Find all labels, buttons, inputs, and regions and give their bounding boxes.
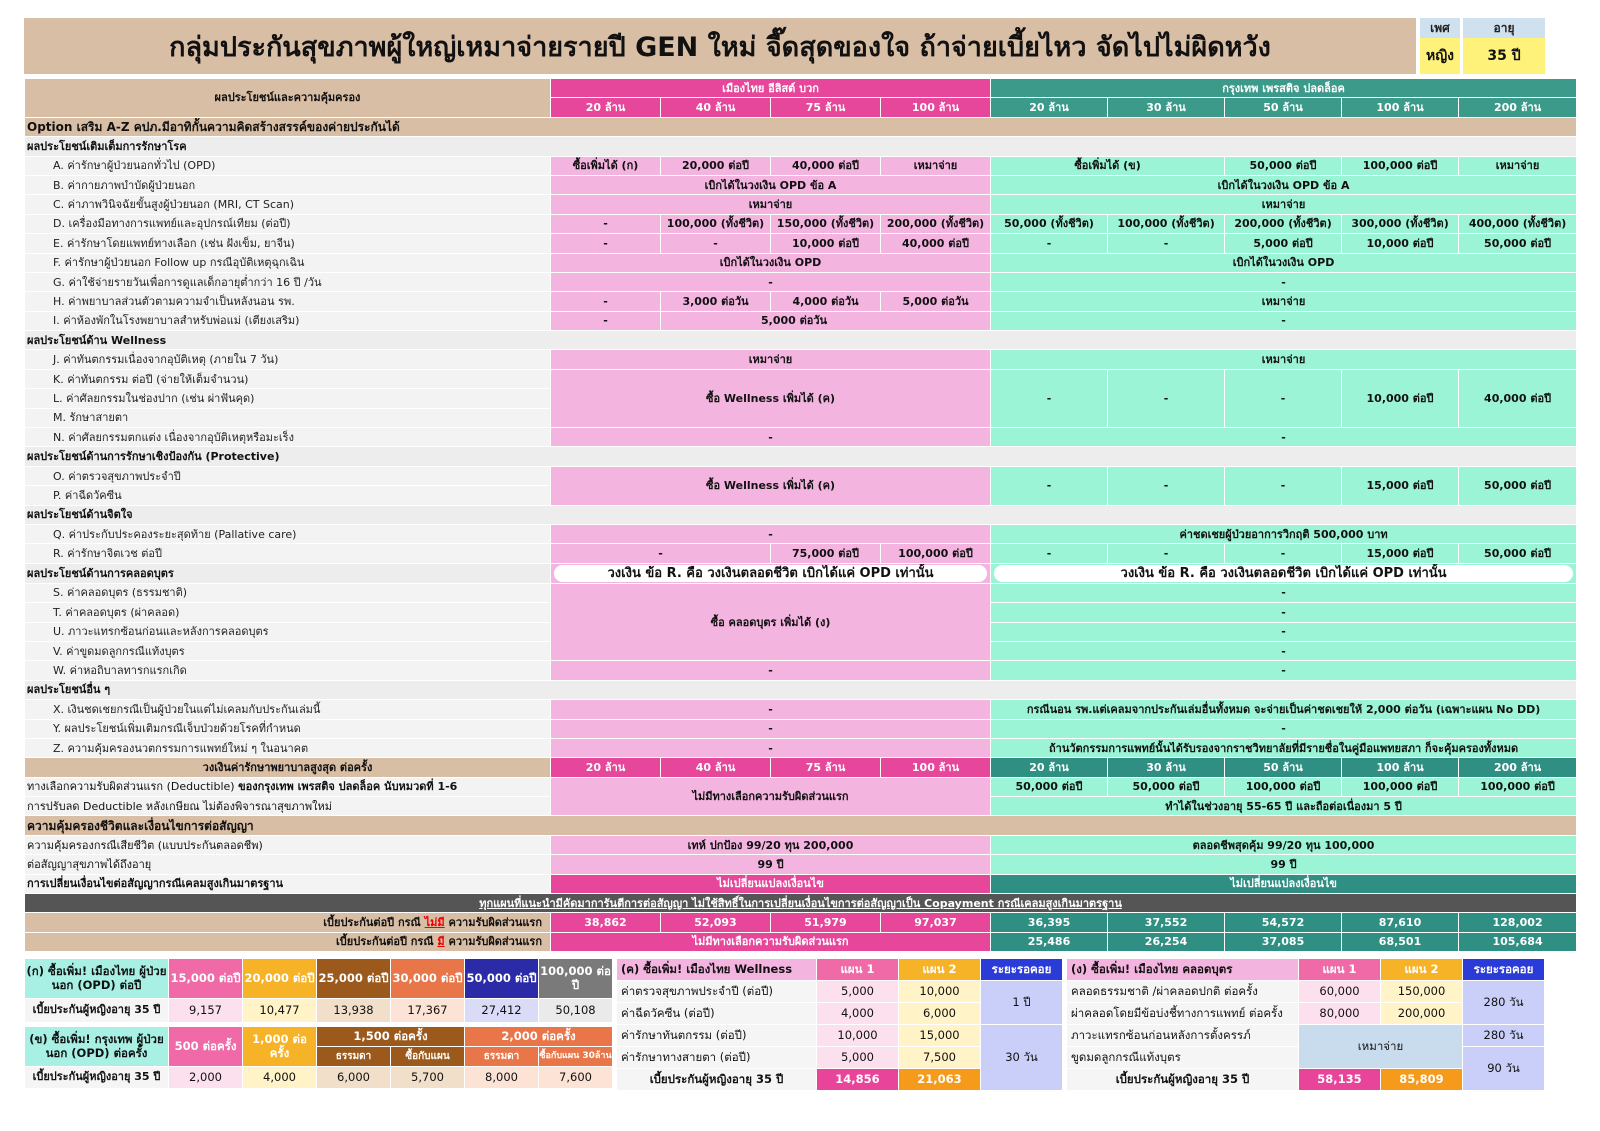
row-label: B. ค่ากายภาพบำบัดผู้ป่วยนอก <box>25 175 551 194</box>
cell: ทำได้ในช่วงอายุ 55-65 ปี และถือต่อเนื่องมา 5 ปี <box>991 797 1577 816</box>
premium-cell: 105,684 <box>1459 932 1577 951</box>
cell: 100,000 (ทั้งชีวิต) <box>1108 214 1225 233</box>
cell: 20,000 ต่อปี <box>661 156 771 175</box>
cell: - <box>551 428 991 447</box>
premium-cell: 128,002 <box>1459 913 1577 932</box>
bkk-opd-plan: 1,500 ต่อครั้ง <box>317 1027 465 1047</box>
limit-cell: 30 ล้าน <box>1108 758 1225 777</box>
cell: - <box>551 234 661 253</box>
cell: เทห์ ปกป้อง 99/20 ทุน 200,000 <box>551 835 991 854</box>
wellness-wait-header: ระยะรอคอย <box>981 959 1063 981</box>
box-k-title: (ก) ซื้อเพิ่ม! เมืองไทย ผู้ป่วยนอก (OPD) ต่อปี <box>25 959 169 999</box>
row-label: R. ค่ารักษาจิตเวช ต่อปี <box>25 544 551 563</box>
limit-cell: 50 ล้าน <box>1225 758 1342 777</box>
cell: 200,000 (ทั้งชีวิต) <box>1225 214 1342 233</box>
wellness-p2: 7,500 <box>899 1047 981 1069</box>
cell: - <box>991 234 1108 253</box>
maternity-p2: 150,000 <box>1381 981 1463 1003</box>
bkk-opd-prem: 7,600 <box>539 1067 613 1089</box>
opd-plan: 20,000 ต่อปี <box>243 959 317 999</box>
sex-label: เพศ <box>1420 18 1460 38</box>
plan-header: 200 ล้าน <box>1459 98 1577 117</box>
cell: เบิกได้ในวงเงิน OPD <box>551 253 991 272</box>
wellness-plan1: แผน 1 <box>817 959 899 981</box>
cell: 300,000 (ทั้งชีวิต) <box>1342 214 1459 233</box>
opd-plan: 100,000 ต่อปี <box>539 959 613 999</box>
cell: เหมาจ่าย <box>881 156 991 175</box>
cell: ไม่เปลี่ยนแปลงเงื่อนไข <box>551 874 991 893</box>
maternity-wait: 280 วัน <box>1463 981 1545 1025</box>
cell: 40,000 ต่อปี <box>1459 369 1577 427</box>
cell: 5,000 ต่อปี <box>1225 234 1342 253</box>
row-label: O. ค่าตรวจสุขภาพประจำปี <box>25 466 551 485</box>
cell: - <box>991 583 1577 602</box>
row-label: K. ค่าทันตกรรม ต่อปี (จ่ายให้เต็มจำนวน) <box>25 369 551 388</box>
row-label: J. ค่าทันตกรรมเนื่องจากอุบัติเหตุ (ภายใน 7 วัน) <box>25 350 551 369</box>
cell: 100,000 ต่อปี <box>1342 156 1459 175</box>
addon-box-opd <box>24 958 613 1089</box>
maternity-prem-label: เบี้ยประกันผู้หญิงอายุ 35 ปี <box>1067 1069 1299 1091</box>
cell: 10,000 ต่อปี <box>1342 234 1459 253</box>
cell: เบิกได้ในวงเงิน OPD ข้อ A <box>551 175 991 194</box>
cell: - <box>1108 369 1225 427</box>
cell: 40,000 ต่อปี <box>881 234 991 253</box>
note-cell-b <box>991 563 1577 583</box>
cell: เหมาจ่าย <box>991 195 1577 214</box>
cell: 50,000 ต่อปี <box>1225 156 1342 175</box>
sex-box <box>1420 18 1460 74</box>
maternity-p1: 80,000 <box>1299 1003 1381 1025</box>
deductible-row2-label: การปรับลด Deductible หลังเกษียณ ไม่ต้องพิจารณาสุขภาพใหม่ <box>25 797 551 816</box>
wellness-p2: 6,000 <box>899 1003 981 1025</box>
limit-label: วงเงินค่ารักษาพยาบาลสูงสุด ต่อครั้ง <box>25 758 551 777</box>
section-other: ผลประโยชน์อื่น ๆ <box>25 680 1577 699</box>
group-a-header: เมืองไทย อีลิสต์ บวก <box>551 79 991 98</box>
section-wellness: ผลประโยชน์ด้าน Wellness <box>25 331 1577 350</box>
cell: เบิกได้ในวงเงิน OPD ข้อ A <box>991 175 1577 194</box>
maternity-p1: 60,000 <box>1299 981 1381 1003</box>
cell: - <box>551 738 991 757</box>
premium-cell: 54,572 <box>1225 913 1342 932</box>
opd-plan: 25,000 ต่อปี <box>317 959 391 999</box>
cell: 100,000 ต่อปี <box>1342 777 1459 796</box>
opd-prem: 13,938 <box>317 999 391 1023</box>
cell: เหมาจ่าย <box>991 292 1577 311</box>
row-label: ต่อสัญญาสุขภาพได้ถึงอายุ <box>25 855 551 874</box>
row-label: A. ค่ารักษาผู้ป่วยนอกทั่วไป (OPD) <box>25 156 551 175</box>
bkk-opd-prem: 4,000 <box>243 1067 317 1089</box>
premium-dd-label: เบี้ยประกันต่อปี กรณี มี ความรับผิดส่วนแรก <box>25 932 551 951</box>
wellness-wait: 1 ปี <box>981 981 1063 1025</box>
wellness-row-label: ค่าตรวจสุขภาพประจำปี (ต่อปี) <box>617 981 817 1003</box>
row-label: Z. ความคุ้มครองนวตกรรมการแพทย์ใหม่ ๆ ในอนาคต <box>25 738 551 757</box>
cell: เหมาจ่าย <box>551 195 991 214</box>
wellness-row-label: ค่าฉีดวัคซีน (ต่อปี) <box>617 1003 817 1025</box>
cell: - <box>1108 234 1225 253</box>
cell: ซื้อ คลอดบุตร เพิ่มได้ (ง) <box>551 583 991 661</box>
cell: 50,000 ต่อปี <box>1108 777 1225 796</box>
cell: - <box>991 369 1108 427</box>
wellness-p2: 10,000 <box>899 981 981 1003</box>
benefit-table <box>24 78 1577 952</box>
premium-cell: 68,501 <box>1342 932 1459 951</box>
cell: 50,000 ต่อปี <box>1459 544 1577 563</box>
cell: 5,000 ต่อวัน <box>661 311 991 330</box>
r-note-a: วงเงิน ข้อ R. คือ วงเงินตลอดชีวิต เบิกได้แค่ OPD เท่านั้น <box>554 565 987 582</box>
wellness-prem2: 21,063 <box>899 1069 981 1091</box>
row-label: M. รักษาสายตา <box>25 408 551 427</box>
cell: เหมาจ่าย <box>1459 156 1577 175</box>
row-label: V. ค่าขูดมดลูกกรณีแท้งบุตร <box>25 641 551 660</box>
row-label: X. เงินชดเชยกรณีเป็นผู้ป่วยในแต่ไม่เคลมกับประกันเล่มนี้ <box>25 700 551 719</box>
plan-header: 50 ล้าน <box>1225 98 1342 117</box>
page-title: กลุ่มประกันสุขภาพผู้ใหญ่เหมาจ่ายรายปี GEN ใหม่ จี๊ดสุดของใจ ถ้าจ่ายเบี้ยไหว จัดไปไม่ผิดหวัง <box>24 18 1416 74</box>
cell: 15,000 ต่อปี <box>1342 544 1459 563</box>
premium-cell: 37,552 <box>1108 913 1225 932</box>
cell: - <box>551 524 991 543</box>
premium-cell: 26,254 <box>1108 932 1225 951</box>
row-label: I. ค่าห้องพักในโรงพยาบาลสำหรับพ่อแม่ (เตียงเสริม) <box>25 311 551 330</box>
wellness-p2: 15,000 <box>899 1025 981 1047</box>
maternity-wait-header: ระยะรอคอย <box>1463 959 1545 981</box>
row-label: G. ค่าใช้จ่ายรายวันเพื่อการดูแลเด็กอายุต่ำกว่า 16 ปี /วัน <box>25 272 551 291</box>
cell: 10,000 ต่อปี <box>771 234 881 253</box>
cell: ตลอดชีพสุดคุ้ม 99/20 ทุน 100,000 <box>991 835 1577 854</box>
row-label: P. ค่าฉีดวัคซีน <box>25 486 551 505</box>
plan-header: 100 ล้าน <box>1342 98 1459 117</box>
cell: - <box>991 466 1108 505</box>
cell: 15,000 ต่อปี <box>1342 466 1459 505</box>
option-band: Option เสริม A-Z คปภ.มีอาทิกั้นความคิดสร้างสรรค์ของค่ายประกันได้ <box>25 117 1577 136</box>
cell: 40,000 ต่อปี <box>771 156 881 175</box>
cell: - <box>991 641 1577 660</box>
cell: 75,000 ต่อปี <box>771 544 881 563</box>
wellness-wait: 30 วัน <box>981 1025 1063 1091</box>
row-label: L. ค่าศัลยกรรมในช่องปาก (เช่น ผ่าฟันคุด) <box>25 389 551 408</box>
life-band: ความคุ้มครองชีวิตและเงื่อนไขการต่อสัญญา <box>25 816 1577 835</box>
maternity-wait: 280 วัน <box>1463 1025 1545 1047</box>
deductible-label: ทางเลือกความรับผิดส่วนแรก (Deductible) ของกรุงเทพ เพรสติจ ปลดล็อค นับหมวดที่ 1-6 <box>25 777 551 796</box>
bkk-opd-plan: 1,000 ต่อครั้ง <box>243 1027 317 1067</box>
cell: - <box>991 272 1577 291</box>
cell: - <box>1225 369 1342 427</box>
section-maternity: ผลประโยชน์ด้านการคลอดบุตร <box>25 563 551 583</box>
wellness-p1: 10,000 <box>817 1025 899 1047</box>
sex-value: หญิง <box>1420 38 1460 74</box>
box-kh-title: (ข) ซื้อเพิ่ม! กรุงเทพ ผู้ป่วยนอก (OPD) ต่อครั้ง <box>25 1027 169 1067</box>
cell: เหมาจ่าย <box>551 350 991 369</box>
section-opd: ผลประโยชน์เติมเต็มการรักษาโรค <box>25 137 1577 156</box>
cell: 99 ปี <box>991 855 1577 874</box>
cell: - <box>551 272 991 291</box>
maternity-wait: 90 วัน <box>1463 1047 1545 1091</box>
box-k-prem-label: เบี้ยประกันผู้หญิงอายุ 35 ปี <box>25 999 169 1023</box>
maternity-lump: เหมาจ่าย <box>1299 1025 1463 1069</box>
cell: 4,000 ต่อวัน <box>771 292 881 311</box>
row-label: E. ค่ารักษาโดยแพทย์ทางเลือก (เช่น ฝังเข็ม, ยาจีน) <box>25 234 551 253</box>
row-label: D. เครื่องมือทางการแพทย์และอุปกรณ์เทียม (ต่อปี) <box>25 214 551 233</box>
cell: - <box>991 544 1108 563</box>
box-ng-title: (ง) ซื้อเพิ่ม! เมืองไทย คลอดบุตร <box>1067 959 1299 981</box>
cell: 100,000 (ทั้งชีวิต) <box>661 214 771 233</box>
premium-cell: 25,486 <box>991 932 1108 951</box>
cell: 10,000 ต่อปี <box>1342 369 1459 427</box>
maternity-prem2: 85,809 <box>1381 1069 1463 1091</box>
section-mental: ผลประโยชน์ด้านจิตใจ <box>25 505 1577 524</box>
limit-cell: 20 ล้าน <box>991 758 1108 777</box>
age-value: 35 ปี <box>1463 38 1545 74</box>
guarantee-note: ทุกแผนที่แนะนำมีคัดมาการันตีการต่อสัญญา ไม่ใช้สิทธิ์ในการเปลี่ยนเงื่อนไขการต่อสัญญาเป็น Copayment กรณีเคลมสูงเกินมาตรฐาน <box>25 894 1577 913</box>
cell: - <box>991 603 1577 622</box>
row-label: การเปลี่ยนเงื่อนไขต่อสัญญากรณีเคลมสูงเกินมาตรฐาน <box>25 874 551 893</box>
bkk-opd-sub: ซื้อกับแผน <box>391 1047 465 1067</box>
row-label: S. ค่าคลอดบุตร (ธรรมชาติ) <box>25 583 551 602</box>
bkk-opd-plan: 2,000 ต่อครั้ง <box>465 1027 613 1047</box>
cell: - <box>551 214 661 233</box>
maternity-row-label: ภาวะแทรกซ้อนก่อนหลังการตั้งครรภ์ <box>1067 1025 1299 1047</box>
wellness-row-label: ค่ารักษาทางสายตา (ต่อปี) <box>617 1047 817 1069</box>
note-cell-a <box>551 563 991 583</box>
cell: 200,000 (ทั้งชีวิต) <box>881 214 991 233</box>
plan-header: 40 ล้าน <box>661 98 771 117</box>
limit-cell: 20 ล้าน <box>551 758 661 777</box>
bkk-opd-prem: 2,000 <box>169 1067 243 1089</box>
plan-header: 20 ล้าน <box>551 98 661 117</box>
cell: - <box>991 428 1577 447</box>
maternity-row-label: คลอดธรรมชาติ /ผ่าคลอดปกติ ต่อครั้ง <box>1067 981 1299 1003</box>
cell: 150,000 (ทั้งชีวิต) <box>771 214 881 233</box>
age-label: อายุ <box>1463 18 1545 38</box>
maternity-row-label: ผ่าคลอดโดยมีข้อบ่งชี้ทางการแพทย์ ต่อครั้ง <box>1067 1003 1299 1025</box>
cell: ซื้อ Wellness เพิ่มได้ (ค) <box>551 466 991 505</box>
row-label: N. ค่าศัลยกรรมตกแต่ง เนื่องจากอุบัติเหตุหรือมะเร็ง <box>25 428 551 447</box>
cell: - <box>551 544 771 563</box>
addon-box-maternity <box>1066 958 1545 1091</box>
wellness-p1: 5,000 <box>817 981 899 1003</box>
r-note-b: วงเงิน ข้อ R. คือ วงเงินตลอดชีวิต เบิกได้แค่ OPD เท่านั้น <box>994 565 1573 582</box>
cell: 50,000 ต่อปี <box>991 777 1108 796</box>
cell: เบิกได้ในวงเงิน OPD <box>991 253 1577 272</box>
cell: - <box>1108 466 1225 505</box>
cell: ไม่เปลี่ยนแปลงเงื่อนไข <box>991 874 1577 893</box>
cell: 100,000 ต่อปี <box>1225 777 1342 796</box>
premium-cell: 87,610 <box>1342 913 1459 932</box>
limit-cell: 40 ล้าน <box>661 758 771 777</box>
cell: - <box>991 622 1577 641</box>
opd-prem: 9,157 <box>169 999 243 1023</box>
limit-cell: 100 ล้าน <box>1342 758 1459 777</box>
limit-cell: 200 ล้าน <box>1459 758 1577 777</box>
plan-header: 75 ล้าน <box>771 98 881 117</box>
wellness-p1: 4,000 <box>817 1003 899 1025</box>
opd-prem: 50,108 <box>539 999 613 1023</box>
cell: - <box>551 661 991 680</box>
row-label: U. ภาวะแทรกซ้อนก่อนและหลังการคลอดบุตร <box>25 622 551 641</box>
cell: - <box>991 661 1577 680</box>
opd-prem: 27,412 <box>465 999 539 1023</box>
premium-cell: 97,037 <box>881 913 991 932</box>
premium-cell: 37,085 <box>1225 932 1342 951</box>
row-label: C. ค่าภาพวินิจฉัยขั้นสูงผู้ป่วยนอก (MRI, CT Scan) <box>25 195 551 214</box>
wellness-plan2: แผน 2 <box>899 959 981 981</box>
row-label: Y. ผลประโยชน์เพิ่มเติมกรณีเจ็บป่วยด้วยโรคที่กำหนด <box>25 719 551 738</box>
bkk-opd-prem: 6,000 <box>317 1067 391 1089</box>
opd-prem: 10,477 <box>243 999 317 1023</box>
bkk-opd-prem: 5,700 <box>391 1067 465 1089</box>
row-label: Q. ค่าประกับประคองระยะสุดท้าย (Pallative care) <box>25 524 551 543</box>
bkk-opd-plan: 500 ต่อครั้ง <box>169 1027 243 1067</box>
deductible-a: ไม่มีทางเลือกความรับผิดส่วนแรก <box>551 777 991 816</box>
premium-cell: 36,395 <box>991 913 1108 932</box>
row-label: T. ค่าคลอดบุตร (ผ่าคลอด) <box>25 603 551 622</box>
cell: - <box>661 234 771 253</box>
row-label: ความคุ้มครองกรณีเสียชีวิต (แบบประกันตลอดชีพ) <box>25 835 551 854</box>
limit-cell: 100 ล้าน <box>881 758 991 777</box>
bkk-opd-sub: ซื้อกับแผน 30ล้าน <box>539 1047 613 1067</box>
maternity-plan1: แผน 1 <box>1299 959 1381 981</box>
cell: - <box>551 700 991 719</box>
cell: 99 ปี <box>551 855 991 874</box>
row-label: F. ค่ารักษาผู้ป่วยนอก Follow up กรณีอุบัติเหตุฉุกเฉิน <box>25 253 551 272</box>
wellness-p1: 5,000 <box>817 1047 899 1069</box>
maternity-plan2: แผน 2 <box>1381 959 1463 981</box>
box-kh-prem-label: เบี้ยประกันผู้หญิงอายุ 35 ปี <box>25 1067 169 1089</box>
cell: 50,000 ต่อปี <box>1459 466 1577 505</box>
cell: - <box>551 311 661 330</box>
cell: 100,000 ต่อปี <box>881 544 991 563</box>
cell: - <box>551 292 661 311</box>
cell: 5,000 ต่อวัน <box>881 292 991 311</box>
premium-cell: 51,979 <box>771 913 881 932</box>
opd-prem: 17,367 <box>391 999 465 1023</box>
bkk-opd-prem: 8,000 <box>465 1067 539 1089</box>
cell: 3,000 ต่อวัน <box>661 292 771 311</box>
maternity-row-label: ขูดมดลูกกรณีแท้งบุตร <box>1067 1047 1299 1069</box>
wellness-row-label: ค่ารักษาทันตกรรม (ต่อปี) <box>617 1025 817 1047</box>
opd-plan: 50,000 ต่อปี <box>465 959 539 999</box>
age-box <box>1463 18 1545 74</box>
opd-plan: 15,000 ต่อปี <box>169 959 243 999</box>
cell: 50,000 (ทั้งชีวิต) <box>991 214 1108 233</box>
cell: กรณีนอน รพ.แต่เคลมจากประกันเล่มอื่นทั้งหมด จะจ่ายเป็นค่าชดเชยให้ 2,000 ต่อวัน (เฉพาะแผน No DD) <box>991 700 1577 719</box>
cell: ซื้อเพิ่มได้ (ข) <box>991 156 1225 175</box>
maternity-p2: 200,000 <box>1381 1003 1463 1025</box>
premium-cell: 38,862 <box>551 913 661 932</box>
cell: - <box>1225 466 1342 505</box>
box-c-title: (ค) ซื้อเพิ่ม! เมืองไทย Wellness <box>617 959 817 981</box>
limit-cell: 75 ล้าน <box>771 758 881 777</box>
cell: ค่าชดเชยผู้ป่วยอาการวิกฤติ 500,000 บาท <box>991 524 1577 543</box>
cell: 50,000 ต่อปี <box>1459 234 1577 253</box>
bkk-opd-sub: ธรรมดา <box>465 1047 539 1067</box>
section-protective: ผลประโยชน์ด้านการรักษาเชิงป้องกัน (Protective) <box>25 447 1577 466</box>
cell: 400,000 (ทั้งชีวิต) <box>1459 214 1577 233</box>
premium-cell: 52,093 <box>661 913 771 932</box>
cell: ซื้อเพิ่มได้ (ก) <box>551 156 661 175</box>
premium-cell: ไม่มีทางเลือกความรับผิดส่วนแรก <box>551 932 991 951</box>
row-label: W. ค่าหอถิบาลทารกแรกเกิด <box>25 661 551 680</box>
cell: - <box>1108 544 1225 563</box>
benefit-header: ผลประโยชน์และความคุ้มครอง <box>25 79 551 118</box>
cell: - <box>551 719 991 738</box>
plan-header: 20 ล้าน <box>991 98 1108 117</box>
opd-plan: 30,000 ต่อปี <box>391 959 465 999</box>
cell: 100,000 ต่อปี <box>1459 777 1577 796</box>
cell: - <box>1225 544 1342 563</box>
maternity-prem1: 58,135 <box>1299 1069 1381 1091</box>
cell: เหมาจ่าย <box>991 350 1577 369</box>
group-b-header: กรุงเทพ เพรสติจ ปลดล็อค <box>991 79 1577 98</box>
plan-header: 100 ล้าน <box>881 98 991 117</box>
premium-no-dd-label: เบี้ยประกันต่อปี กรณี ไม่มี ความรับผิดส่วนแรก <box>25 913 551 932</box>
wellness-prem1: 14,856 <box>817 1069 899 1091</box>
bkk-opd-sub: ธรรมดา <box>317 1047 391 1067</box>
plan-header: 30 ล้าน <box>1108 98 1225 117</box>
cell: - <box>991 719 1577 738</box>
addon-box-wellness <box>616 958 1063 1091</box>
wellness-prem-label: เบี้ยประกันผู้หญิงอายุ 35 ปี <box>617 1069 817 1091</box>
cell: - <box>991 311 1577 330</box>
cell: ซื้อ Wellness เพิ่มได้ (ค) <box>551 369 991 427</box>
cell: ถ้านวัตกรรมการแพทย์นั้นได้รับรองจากราชวิทยาลัยที่มีรายชื่อในคู่มือแพทยสภา ก็จะคุ้มครองทั้งหมด <box>991 738 1577 757</box>
row-label: H. ค่าพยาบาลส่วนตัวตามความจำเป็นหลังนอน รพ. <box>25 292 551 311</box>
